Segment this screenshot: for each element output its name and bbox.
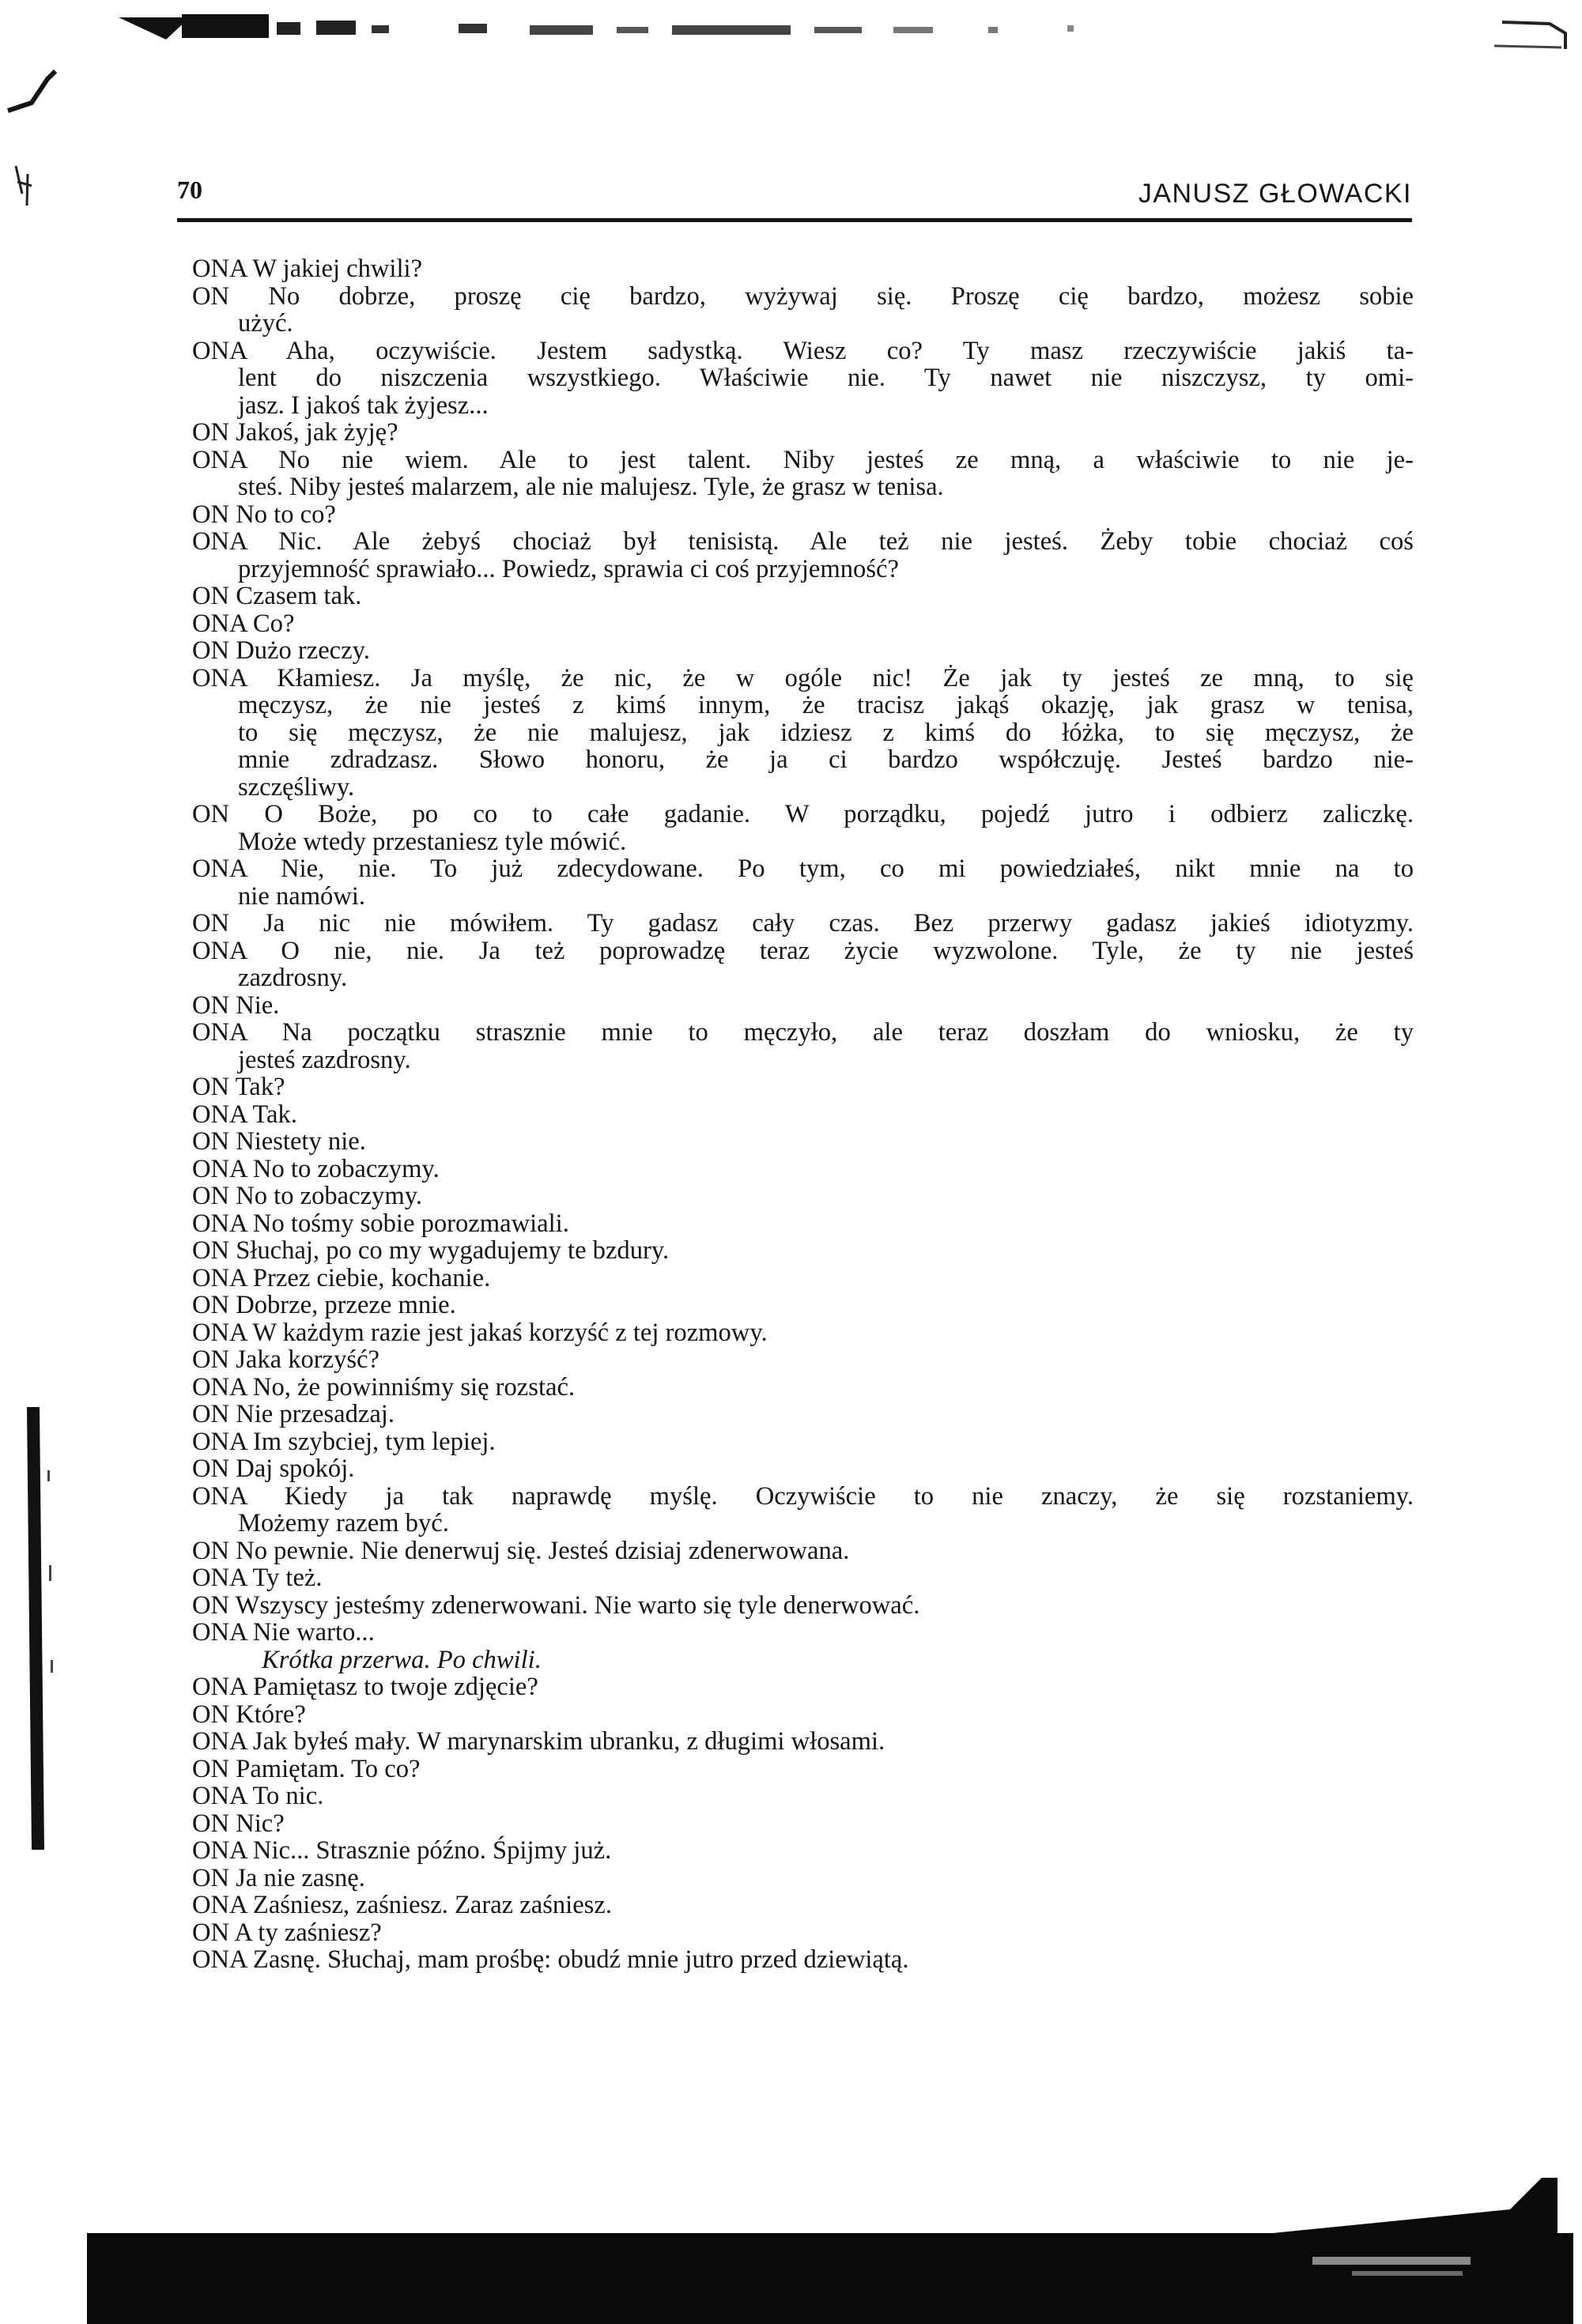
dialogue-line: ONA Jak byłeś mały. W marynarskim ubranku, z długimi włosami.: [192, 1727, 885, 1756]
dialogue-line: ON No to zobaczymy.: [192, 1182, 423, 1210]
dialogue-line: ON O Boże, po co to całe gadanie. W porządku, pojedź jutro i odbierz zaliczkę.: [192, 800, 1414, 828]
dialogue-continuation-line: to się męczysz, że nie malujesz, jak idziesz z kimś do łóżka, to się męczysz, że: [238, 718, 1414, 747]
dialogue-line: ONA Na początku strasznie mnie to męczyło, ale teraz doszłam do wniosku, że ty: [192, 1018, 1414, 1047]
running-head-author: JANUSZ GŁOWACKI: [1138, 179, 1412, 209]
dialogue-line: ONA No, że powinniśmy się rozstać.: [192, 1372, 576, 1402]
scan-artifact-bottom: [87, 2178, 1573, 2324]
dialogue-continuation-line: męczysz, że nie jesteś z kimś innym, że tracisz jakąś okazję, jak grasz w tenisa,: [238, 691, 1414, 719]
dialogue-line: ON Daj spokój.: [192, 1454, 355, 1483]
dialogue-line: ONA Im szybciej, tym lepiej.: [192, 1427, 496, 1456]
dialogue-line: ONA Kiedy ja tak naprawdę myślę. Oczywiście to nie znaczy, że się rozstaniemy.: [192, 1481, 1414, 1511]
dialogue-continuation-line: jesteś zazdrosny.: [238, 1045, 411, 1074]
dialogue-line: ONA No to zobaczymy.: [192, 1154, 440, 1183]
scan-artifact-left-bar: [11, 1407, 59, 1850]
header-rule: [177, 218, 1412, 222]
dialogue-line: ON Dużo rzeczy.: [192, 636, 370, 665]
dialogue-line: ON Tak?: [192, 1073, 285, 1101]
dialogue-line: ONA Zaśniesz, zaśniesz. Zaraz zaśniesz.: [192, 1891, 612, 1919]
dialogue-continuation-line: mnie zdradzasz. Słowo honoru, że ja ci bardzo współczuję. Jesteś bardzo nie-: [238, 745, 1414, 774]
dialogue-line: ON Ja nie zasnę.: [192, 1863, 365, 1892]
dialogue-continuation-line: szczęśliwy.: [238, 772, 355, 802]
dialogue-line: ONA O nie, nie. Ja też poprowadzę teraz życie wyzwolone. Tyle, że ty nie jesteś: [192, 936, 1414, 965]
dialogue-line: ON Nie przesadzaj.: [192, 1400, 395, 1428]
dialogue-line: ON Pamiętam. To co?: [192, 1754, 421, 1783]
dialogue-continuation-line: zazdrosny.: [238, 964, 348, 992]
dialogue-continuation-line: Możemy razem być.: [238, 1509, 449, 1537]
dialogue-line: ON No dobrze, proszę cię bardzo, wyżywaj się. Proszę cię bardzo, możesz sobie: [192, 281, 1414, 311]
scan-artifact-corner: [1486, 6, 1573, 62]
dialogue-continuation-line: nie namówi.: [238, 881, 366, 911]
dialogue-continuation-line: użyć.: [238, 309, 293, 338]
dialogue-continuation-line: Może wtedy przestaniesz tyle mówić.: [238, 827, 627, 856]
dialogue-line: ONA Pamiętasz to twoje zdjęcie?: [192, 1673, 538, 1701]
dialogue-line: ON Nie.: [192, 990, 280, 1020]
dialogue-line: ON Słuchaj, po co my wygadujemy te bzdury.: [192, 1236, 670, 1265]
dialogue-line: ON Które?: [192, 1700, 306, 1729]
dialogue-line: ON No to co?: [192, 500, 336, 529]
dialogue-line: ON Ja nic nie mówiłem. Ty gadasz cały czas. Bez przerwy gadasz jakieś idiotyzmy.: [192, 909, 1414, 938]
dialogue-line: ON Niestety nie.: [192, 1127, 366, 1156]
scan-artifact-left-mark: [0, 47, 79, 253]
dialogue-line: ON Czasem tak.: [192, 582, 362, 610]
dialogue-line: ON Jakoś, jak żyję?: [192, 418, 398, 447]
dialogue-line: ONA To nic.: [192, 1782, 324, 1810]
dialogue-line: ONA Nic. Ale żebyś chociaż był tenisistą. Ale też nie jesteś. Żeby tobie chociaż coś: [192, 527, 1414, 556]
scan-artifact-top: [119, 11, 1304, 44]
dialogue-text: [192, 255, 1414, 1974]
dialogue-continuation-line: przyjemność sprawiało... Powiedz, sprawia ci coś przyjemność?: [238, 554, 899, 583]
page-number: 70: [177, 175, 202, 204]
dialogue-continuation-line: steś. Niby jesteś malarzem, ale nie malujesz. Tyle, że grasz w tenisa.: [238, 473, 944, 501]
dialogue-line: ONA Ty też.: [192, 1564, 323, 1592]
dialogue-line: ONA Aha, oczywiście. Jestem sadystką. Wiesz co? Ty masz rzeczywiście jakiś ta-: [192, 336, 1414, 365]
dialogue-line: ONA Nic... Strasznie późno. Śpijmy już.: [192, 1836, 612, 1865]
dialogue-line: ON No pewnie. Nie denerwuj się. Jesteś dzisiaj zdenerwowana.: [192, 1536, 850, 1565]
dialogue-line: ONA Zasnę. Słuchaj, mam prośbę: obudź mnie jutro przed dziewiątą.: [192, 1945, 909, 1974]
dialogue-line: ONA W każdym razie jest jakaś korzyść z tej rozmowy.: [192, 1318, 768, 1347]
dialogue-line: ONA Tak.: [192, 1100, 297, 1129]
dialogue-line: ONA Przez ciebie, kochanie.: [192, 1263, 491, 1292]
dialogue-line: ONA No tośmy sobie porozmawiali.: [192, 1209, 569, 1238]
dialogue-line: ONA Co?: [192, 609, 295, 638]
dialogue-line: ONA Nie warto...: [192, 1618, 375, 1647]
dialogue-line: ON Dobrze, przeze mnie.: [192, 1291, 456, 1319]
dialogue-line: ON A ty zaśniesz?: [192, 1918, 382, 1947]
dialogue-line: ONA No nie wiem. Ale to jest talent. Niby jesteś ze mną, a właściwie to nie je-: [192, 445, 1414, 474]
page-header: [177, 175, 1412, 223]
dialogue-line: ON Wszyscy jesteśmy zdenerwowani. Nie warto się tyle denerwować.: [192, 1590, 920, 1620]
dialogue-line: ON Jaka korzyść?: [192, 1345, 380, 1374]
dialogue-continuation-line: jasz. I jakoś tak żyjesz...: [238, 390, 489, 420]
dialogue-line: ONA W jakiej chwili?: [192, 255, 423, 283]
dialogue-line: ON Nic?: [192, 1809, 285, 1838]
dialogue-line: ONA Nie, nie. To już zdecydowane. Po tym, co mi powiedziałeś, nikt mnie na to: [192, 855, 1414, 883]
dialogue-continuation-line: lent do niszczenia wszystkiego. Właściwie nie. Ty nawet nie niszczysz, ty omi-: [238, 364, 1414, 392]
stage-direction: Krótka przerwa. Po chwili.: [262, 1645, 542, 1674]
dialogue-line: ONA Kłamiesz. Ja myślę, że nic, że w ogóle nic! Że jak ty jesteś ze mną, to się: [192, 663, 1414, 692]
